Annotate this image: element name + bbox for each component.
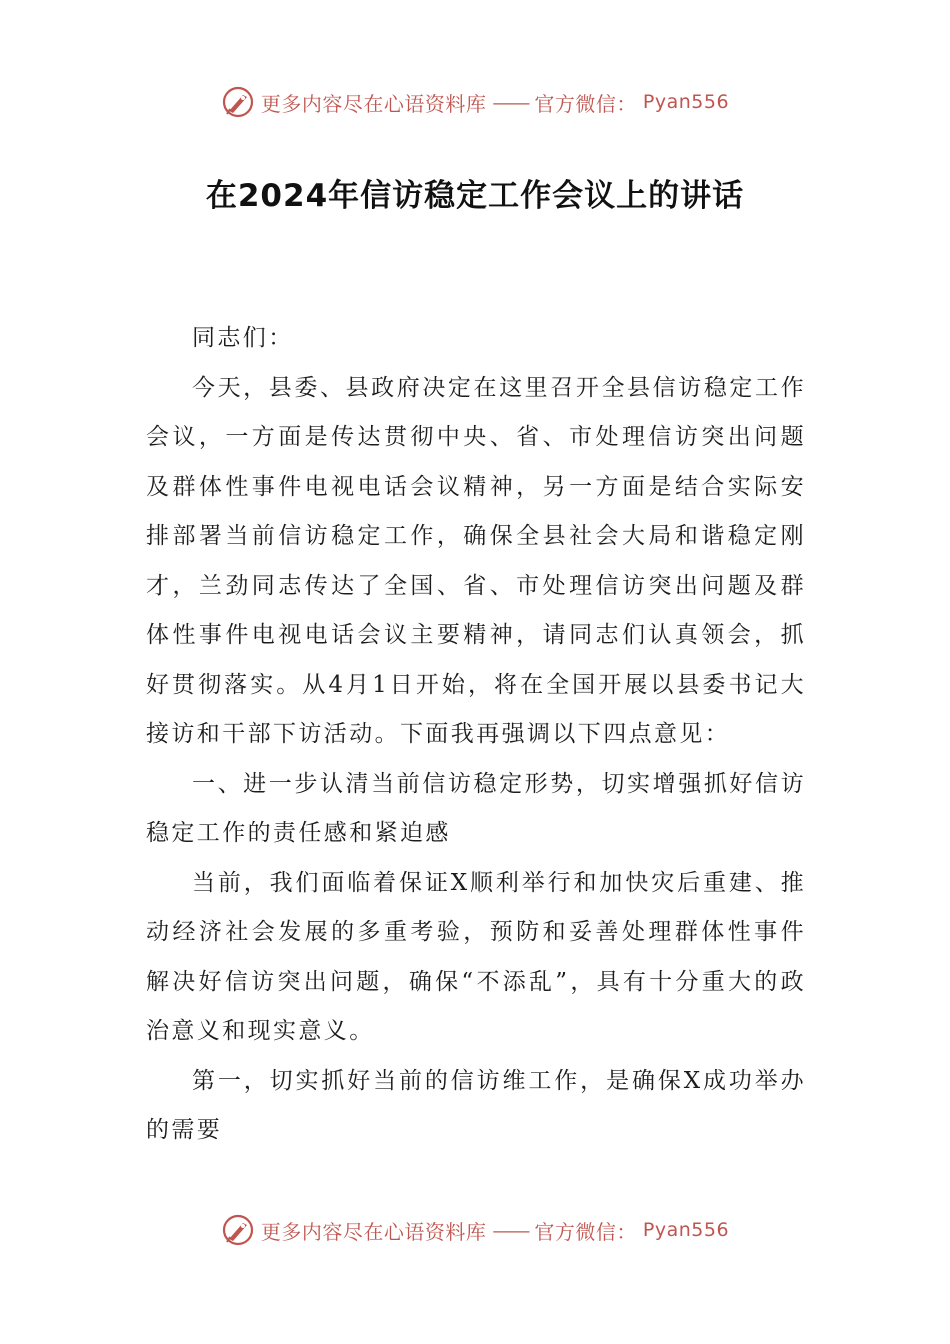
pen-nib-logo-icon <box>221 1213 255 1247</box>
section-heading-paragraph: 一、进一步认清当前信访稳定形势，切实增强抓好信访稳定工作的责任感和紧迫感 <box>146 770 806 846</box>
body-paragraph: 当前，我们面临着保证X顺利举行和加快灾后重建、推动经济社会发展的多重考验，预防和妥善处理群体性事件解决好信访突出问题，确保“不添乱”，具有十分重大的政治意义和现实意义。 <box>146 869 806 1044</box>
watermark-separator: —— <box>492 1218 529 1242</box>
watermark-text: 更多内容尽在心语资料库 <box>260 91 487 116</box>
watermark-wechat-id: Pyan556 <box>642 1219 730 1241</box>
watermark-wechat-label: 官方微信： <box>534 91 637 116</box>
salutation-paragraph: 同志们： <box>192 325 294 351</box>
watermark-banner-bottom <box>0 1210 950 1250</box>
subsection-heading-paragraph: 第一，切实抓好当前的信访维工作，是确保X成功举办的需要 <box>146 1067 806 1143</box>
watermark-separator: —— <box>492 90 529 114</box>
watermark-text: 更多内容尽在心语资料库 <box>260 1219 487 1244</box>
pen-nib-logo-icon <box>221 85 255 119</box>
body-paragraph: 今天，县委、县政府决定在这里召开全县信访稳定工作会议，一方面是传达贯彻中央、省、市处理信访突出问题及群体性事件电视电话会议精神，另一方面是结合实际安排部署当前信访稳定工作，确保全县社会大局和谐稳定刚才，兰劲同志传达了全国、省、市处理信访突出问题及群体性事件电视电话会议主要精神，请同志们认真领会，抓好贯彻落实。从4月1日开始，将在全国开展以县委书记大接访和干部下访活动。下面我再强调以下四点意见： <box>146 374 806 747</box>
watermark-banner-top <box>0 82 950 122</box>
watermark-wechat-id: Pyan556 <box>642 91 730 113</box>
document-body <box>146 314 806 1156</box>
document-title: 在2024年信访稳定工作会议上的讲话 <box>205 178 745 214</box>
watermark-wechat-label: 官方微信： <box>534 1219 637 1244</box>
